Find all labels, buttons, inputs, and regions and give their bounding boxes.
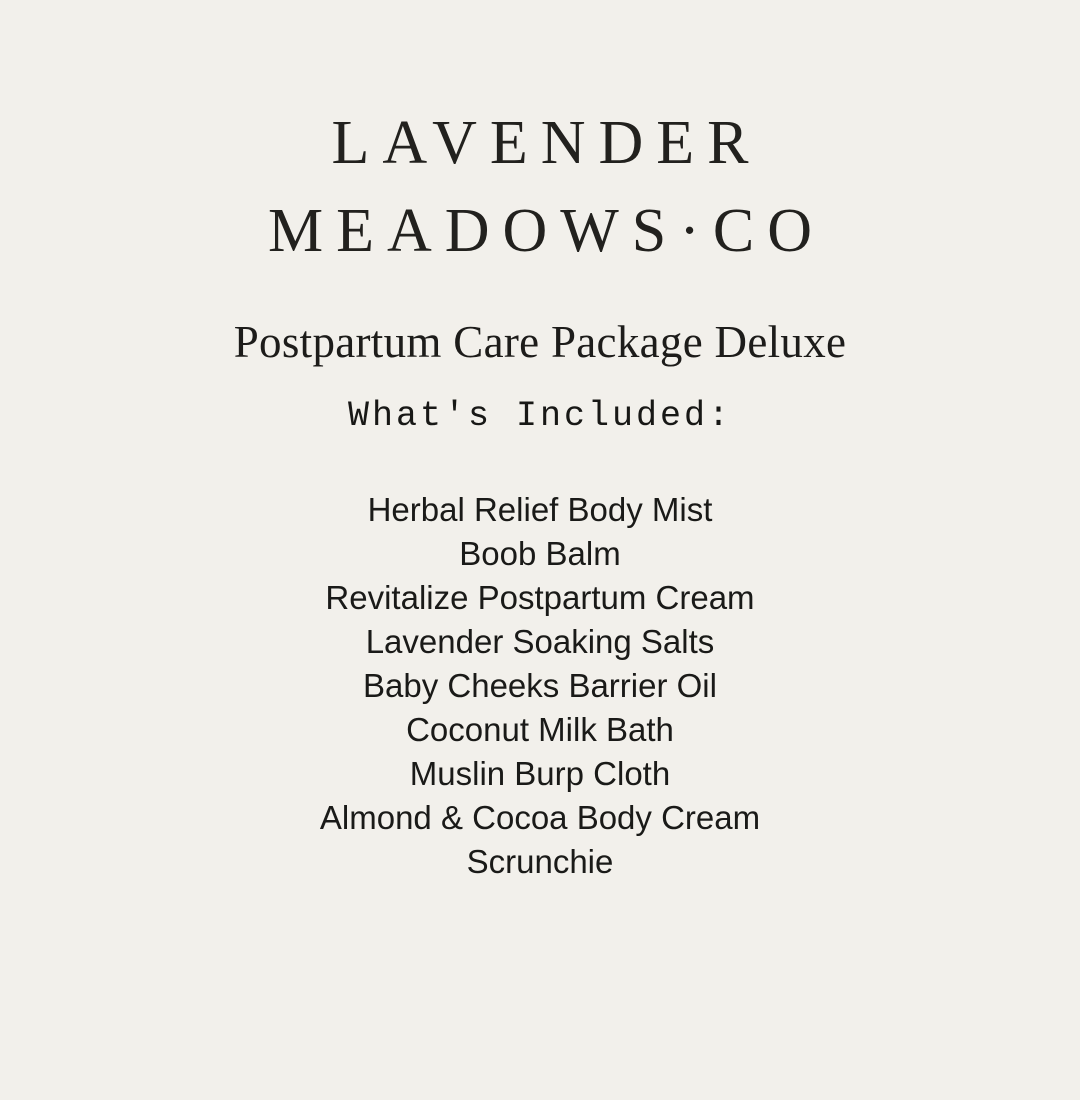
list-item: Lavender Soaking Salts — [365, 623, 715, 660]
brand-name-line-1: LAVENDER — [331, 109, 762, 177]
list-item: Revitalize Postpartum Cream — [325, 579, 755, 616]
brand-name-line-2: MEADOWS·CO — [267, 197, 826, 265]
list-item: Coconut Milk Bath — [406, 711, 674, 748]
list-item: Baby Cheeks Barrier Oil — [363, 667, 717, 704]
included-items-list — [320, 488, 760, 884]
whats-included-heading: What's Included: — [347, 396, 733, 436]
list-item: Scrunchie — [466, 843, 614, 880]
product-title: Postpartum Care Package Deluxe — [233, 317, 847, 367]
list-item: Almond & Cocoa Body Cream — [319, 799, 761, 836]
brand-logo — [255, 109, 826, 265]
list-item: Boob Balm — [459, 535, 621, 572]
list-item: Muslin Burp Cloth — [409, 755, 671, 792]
list-item: Herbal Relief Body Mist — [367, 491, 713, 528]
